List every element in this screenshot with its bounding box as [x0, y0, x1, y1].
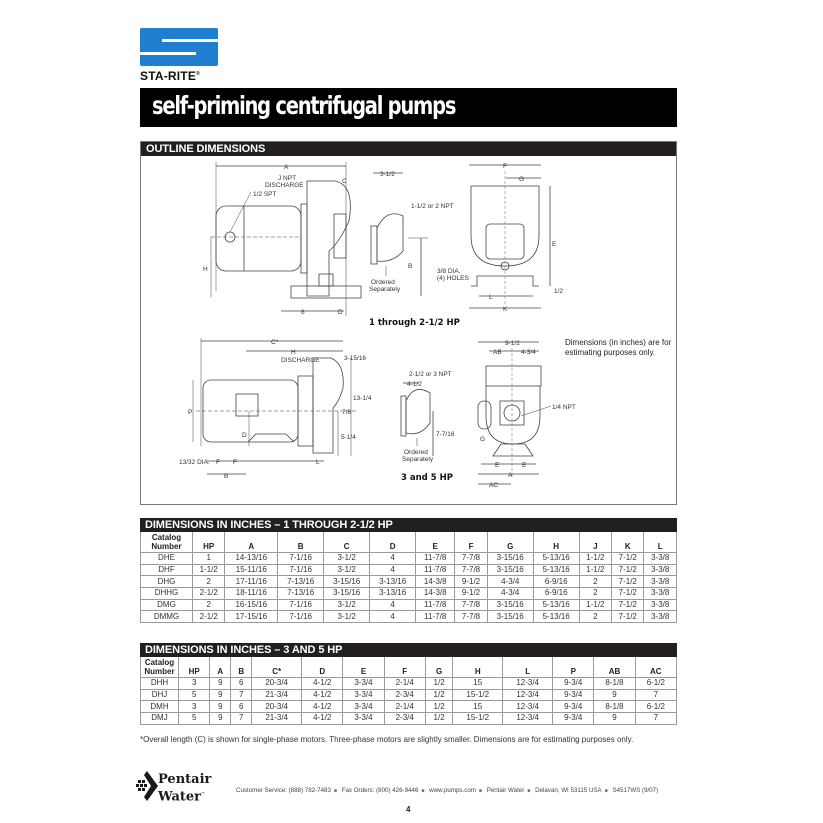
- dim-label-npt: 1-1/2 or 2 NPT: [411, 203, 454, 210]
- logo-wordmark: STA-RITE®: [140, 69, 200, 83]
- dim-label-9-1-2: 9-1/2: [505, 340, 520, 347]
- table-cell: 3-13/16: [370, 588, 416, 600]
- table2-header: DIMENSIONS IN INCHES – 3 AND 5 HP: [140, 643, 677, 657]
- table-cell: 5-13/16: [533, 599, 579, 611]
- diagram2-caption: 3 and 5 HP: [401, 473, 453, 483]
- label-separately: Separately: [369, 286, 401, 293]
- page-number: 4: [406, 805, 411, 814]
- table-cell: 2: [193, 576, 225, 588]
- table-cell: 20-3/4: [252, 701, 302, 713]
- col-ab: AB: [594, 657, 635, 678]
- table-cell: 4: [370, 599, 416, 611]
- col-g: G: [425, 657, 452, 678]
- table-cell: 3-15/16: [487, 611, 533, 623]
- col-d: D: [370, 532, 416, 553]
- col-f: F: [455, 532, 487, 553]
- table-cell: 3: [179, 678, 210, 690]
- dim-label-a: A: [284, 164, 289, 171]
- table-cell: 4-1/2: [302, 701, 343, 713]
- dim-label-l: L: [489, 294, 493, 301]
- diagram2-end-view: [478, 342, 551, 484]
- table-row: [141, 553, 677, 565]
- dim-label-3-1-2: 3-1/2: [380, 171, 395, 178]
- col-l: L: [503, 657, 553, 678]
- table-row: [141, 588, 677, 600]
- table-cell: 1/2: [425, 701, 452, 713]
- table-cell: 7-1/2: [612, 576, 644, 588]
- catalog-number-cell: DHJ: [141, 689, 179, 701]
- footer-contact-line: Customer Service: (888) 782-7483 ■ Fax Orders: (800) 426-9446 ■ www.pumps.com ■ Pentair Water ■ Delavan, WI 53115 USA ■ S4517WS (9/07): [236, 787, 659, 794]
- table-cell: 4: [370, 611, 416, 623]
- table-cell: 9-1/2: [455, 576, 487, 588]
- table-cell: 7-7/8: [455, 564, 487, 576]
- dim-label-3-15-16: 3-15/16: [344, 355, 367, 362]
- label-separately2: Separately: [402, 456, 434, 463]
- table-cell: 4-1/2: [302, 713, 343, 725]
- table-cell: 8-1/8: [594, 678, 635, 690]
- footnote: *Overall length (C) is shown for single-phase motors. Three-phase motors are slightly smaller. Dimensions are for estimating purposes only.: [140, 735, 634, 744]
- dim-label-discharge2: DISCHARGE: [281, 357, 320, 364]
- company-name: Pentair Water: [486, 787, 525, 794]
- table-cell: 14-13/16: [225, 553, 278, 565]
- table-row: [141, 701, 677, 713]
- catalog-number-cell: DHG: [141, 576, 193, 588]
- company-address: Delavan, WI 53115 USA: [535, 787, 602, 794]
- label-ordered2: Ordered: [404, 449, 428, 456]
- dim-label-f2a: F: [216, 459, 220, 466]
- dim-label-4-3-4: 4-3/4: [521, 349, 536, 356]
- table-cell: 7: [635, 713, 676, 725]
- table-cell: 14-3/8: [416, 588, 455, 600]
- table-cell: 12-3/4: [503, 701, 553, 713]
- table-cell: 2-3/4: [384, 713, 425, 725]
- table2-header-row: [141, 657, 677, 678]
- catalog-number-cell: DHH: [141, 678, 179, 690]
- col-d: D: [302, 657, 343, 678]
- diagram1-end-view: [469, 165, 550, 308]
- pentair-diamond-icon: [136, 771, 158, 801]
- dim-label-c: C: [342, 178, 347, 185]
- col-e: E: [343, 657, 384, 678]
- table-cell: 11-7/8: [416, 564, 455, 576]
- dim-label-f: F: [503, 163, 507, 170]
- table-cell: 4-1/2: [302, 678, 343, 690]
- dim-label-7-8: 7/8: [342, 409, 352, 416]
- table-cell: 1/2: [425, 678, 452, 690]
- table-cell: 6-1/2: [635, 701, 676, 713]
- table-cell: 7-1/16: [278, 564, 324, 576]
- table-cell: 3-1/2: [324, 599, 370, 611]
- dim-label-j-npt: J NPT: [278, 175, 297, 182]
- dim-label-4-holes: (4) HOLES: [437, 275, 469, 282]
- table-cell: 3-3/8: [644, 611, 677, 623]
- table-cell: 12-3/4: [503, 678, 553, 690]
- col-a: A: [210, 657, 231, 678]
- table-cell: 3-3/4: [343, 689, 384, 701]
- table-cell: 11-7/8: [416, 599, 455, 611]
- dim-label-f2b: F: [233, 459, 237, 466]
- table-cell: 3: [179, 701, 210, 713]
- table-cell: 3-3/8: [644, 576, 677, 588]
- table-cell: 3-3/4: [343, 701, 384, 713]
- table-cell: 3-3/4: [343, 678, 384, 690]
- table-cell: 2: [579, 576, 611, 588]
- table-cell: 7-1/2: [612, 599, 644, 611]
- dim-label-ab: AB: [493, 349, 502, 356]
- table-cell: 1/2: [425, 689, 452, 701]
- table-cell: 21-3/4: [252, 689, 302, 701]
- table-cell: 5-13/16: [533, 553, 579, 565]
- table-cell: 6-1/2: [635, 678, 676, 690]
- dim-label-4-1-2: 4-1/2: [407, 381, 422, 388]
- catalog-number-cell: DMJ: [141, 713, 179, 725]
- dim-label-b: B: [408, 263, 413, 270]
- table-cell: 7: [635, 689, 676, 701]
- dim-label-ac: AC: [489, 482, 499, 489]
- table-cell: 7-7/8: [455, 599, 487, 611]
- estimating-note: Dimensions (in inches) are for estimating purposes only.: [565, 338, 672, 357]
- catalog-number-cell: DMH: [141, 701, 179, 713]
- table-cell: 2-1/2: [193, 588, 225, 600]
- table-cell: 18-11/16: [225, 588, 278, 600]
- dim-label-e: E: [552, 241, 557, 248]
- table-cell: 9: [210, 689, 231, 701]
- dim-label-k: K: [503, 306, 508, 313]
- col-catalog-number: Catalog Number: [141, 532, 193, 553]
- dim-label-5-1-4: 5-1/4: [341, 434, 356, 441]
- table-row: [141, 599, 677, 611]
- table-cell: 7-1/16: [278, 611, 324, 623]
- table-cell: 15: [453, 678, 503, 690]
- dim-label-7-7-16: 7-7/16: [436, 431, 455, 438]
- table-cell: 12-3/4: [503, 713, 553, 725]
- table-cell: 15-1/2: [453, 689, 503, 701]
- table-cell: 12-3/4: [503, 689, 553, 701]
- table-cell: 3-15/16: [324, 576, 370, 588]
- dim-label-h: H: [203, 266, 208, 273]
- table-cell: 11-7/8: [416, 553, 455, 565]
- outline-dimensions-header: OUTLINE DIMENSIONS: [141, 142, 676, 156]
- dim-label-g2: G: [480, 436, 486, 443]
- catalog-number-cell: DMG: [141, 599, 193, 611]
- table-cell: 3-3/8: [644, 564, 677, 576]
- col-a: A: [225, 532, 278, 553]
- dim-label-e2a: E: [495, 462, 500, 469]
- table-cell: 1/2: [425, 713, 452, 725]
- dim-label-d2: D: [242, 432, 247, 439]
- dimensions-table-3-and-5-hp: [140, 643, 677, 725]
- table-cell: 2-1/2: [193, 611, 225, 623]
- table-cell: 7-1/2: [612, 564, 644, 576]
- table-cell: 9-3/4: [553, 701, 594, 713]
- table-row: [141, 678, 677, 690]
- col-h: H: [533, 532, 579, 553]
- dim-label-h2: H: [291, 349, 296, 356]
- table-cell: 9: [210, 713, 231, 725]
- table-cell: 6-9/16: [533, 588, 579, 600]
- table-cell: 3-15/16: [487, 553, 533, 565]
- col-ac: AC: [635, 657, 676, 678]
- col-h: H: [453, 657, 503, 678]
- dim-label-npt2: 2-1/2 or 3 NPT: [409, 371, 452, 378]
- col-c: C: [324, 532, 370, 553]
- fax-orders: Fax Orders: (800) 426-9446: [341, 787, 419, 794]
- table-cell: 7: [231, 713, 252, 725]
- table-cell: 3-3/4: [343, 713, 384, 725]
- table-cell: 20-3/4: [252, 678, 302, 690]
- col-j: J: [579, 532, 611, 553]
- dim-label-13-32-dia: 13/32 DIA.: [179, 459, 210, 466]
- table-cell: 9-3/4: [553, 678, 594, 690]
- table-cell: 3-1/2: [324, 611, 370, 623]
- table-cell: 15-11/16: [225, 564, 278, 576]
- dim-label-g: G: [519, 176, 525, 183]
- catalog-number-cell: DHE: [141, 553, 193, 565]
- table2: [140, 657, 677, 725]
- dim-label-c-star: C*: [271, 339, 279, 346]
- outline-diagrams: [141, 156, 676, 504]
- table-row: [141, 576, 677, 588]
- table-cell: 4: [370, 553, 416, 565]
- table-cell: 1-1/2: [579, 564, 611, 576]
- diagram1-elbow: [371, 173, 428, 296]
- table-cell: 4-3/4: [487, 576, 533, 588]
- table-cell: 1-1/2: [579, 599, 611, 611]
- table-cell: 3-3/8: [644, 599, 677, 611]
- dim-label-1-2: 1/2: [554, 288, 564, 295]
- table-cell: 9: [594, 713, 635, 725]
- table-cell: 6: [231, 678, 252, 690]
- label-ordered: Ordered: [371, 279, 395, 286]
- table-cell: 9: [210, 701, 231, 713]
- outline-dimensions-panel: [140, 141, 677, 505]
- dim-label-1-4-npt: 1/4 NPT: [552, 404, 576, 411]
- diagram2-elbow: [401, 383, 433, 456]
- col-b: B: [278, 532, 324, 553]
- col-e: E: [416, 532, 455, 553]
- table-cell: 9: [210, 678, 231, 690]
- dim-label-e2b: E: [522, 462, 527, 469]
- dim-label-l2: L: [316, 459, 320, 466]
- table1: [140, 532, 677, 623]
- diagram2-side-view: [193, 338, 356, 474]
- table-cell: 7-1/2: [612, 588, 644, 600]
- table-cell: 3-3/8: [644, 588, 677, 600]
- table-cell: 9: [594, 689, 635, 701]
- col-c-star: C*: [252, 657, 302, 678]
- table-cell: 2-1/4: [384, 701, 425, 713]
- table-cell: 17-11/16: [225, 576, 278, 588]
- pentair-water-logo: [136, 771, 236, 811]
- table-cell: 3-3/8: [644, 553, 677, 565]
- pentair-wordmark: Pentair Water™: [158, 772, 212, 805]
- dim-label-3-8-dia: 3/8 DIA.: [437, 268, 461, 275]
- dim-label-spt: 1/2 SPT: [253, 191, 277, 198]
- table-cell: 21-3/4: [252, 713, 302, 725]
- dim-label-d: D: [338, 309, 343, 316]
- table-cell: 7-7/8: [455, 611, 487, 623]
- table-cell: 9-1/2: [455, 588, 487, 600]
- sta-rite-logo: [140, 28, 220, 83]
- table-cell: 7-7/8: [455, 553, 487, 565]
- table-cell: 1-1/2: [579, 553, 611, 565]
- catalog-number-cell: DHF: [141, 564, 193, 576]
- table-cell: 15-1/2: [453, 713, 503, 725]
- table-cell: 9-3/4: [553, 689, 594, 701]
- table-cell: 7-1/2: [612, 611, 644, 623]
- table-cell: 3-1/2: [324, 553, 370, 565]
- table-cell: 5: [179, 689, 210, 701]
- col-hp: HP: [193, 532, 225, 553]
- col-b: B: [231, 657, 252, 678]
- table-cell: 17-15/16: [225, 611, 278, 623]
- table-row: [141, 689, 677, 701]
- col-hp: HP: [179, 657, 210, 678]
- table-cell: 14-3/8: [416, 576, 455, 588]
- col-catalog-number: Catalog Number: [141, 657, 179, 678]
- table-cell: 9-3/4: [553, 713, 594, 725]
- website-link[interactable]: www.pumps.com: [429, 787, 476, 794]
- table-row: [141, 564, 677, 576]
- table-cell: 7: [231, 689, 252, 701]
- page-title: self-priming centrifugal pumps: [152, 91, 456, 120]
- table-cell: 5-13/16: [533, 564, 579, 576]
- table-cell: 4-1/2: [302, 689, 343, 701]
- table-cell: 6-9/16: [533, 576, 579, 588]
- table-cell: 3-1/2: [324, 564, 370, 576]
- table-cell: 7-13/16: [278, 576, 324, 588]
- table-row: [141, 611, 677, 623]
- dim-label-6: 6: [301, 309, 305, 316]
- table-cell: 7-1/16: [278, 553, 324, 565]
- dim-label-b2: B: [224, 473, 229, 480]
- col-g: G: [487, 532, 533, 553]
- table-cell: 2: [579, 611, 611, 623]
- table-cell: 8-1/8: [594, 701, 635, 713]
- customer-service: Customer Service: (888) 782-7483: [236, 787, 331, 794]
- diagram1-caption: 1 through 2-1/2 HP: [369, 318, 460, 328]
- dimensions-table-1-to-2-5-hp: [140, 518, 677, 623]
- sta-rite-s-mark-icon: [140, 28, 218, 66]
- dim-label-13-1-4: 13-1/4: [353, 395, 372, 402]
- table-cell: 4-3/4: [487, 588, 533, 600]
- table-cell: 2-1/4: [384, 678, 425, 690]
- table-cell: 11-7/8: [416, 611, 455, 623]
- table-cell: 3-15/16: [487, 599, 533, 611]
- table-cell: 7-1/2: [612, 553, 644, 565]
- table-cell: 1: [193, 553, 225, 565]
- table-cell: 2: [579, 588, 611, 600]
- table-cell: 4: [370, 564, 416, 576]
- dim-label-p: P: [188, 409, 193, 416]
- table-cell: 1-1/2: [193, 564, 225, 576]
- table-cell: 3-15/16: [487, 564, 533, 576]
- table-cell: 7-1/16: [278, 599, 324, 611]
- table-cell: 2: [193, 599, 225, 611]
- dim-label-discharge: DISCHARGE: [265, 182, 304, 189]
- table-cell: 6: [231, 701, 252, 713]
- col-k: K: [612, 532, 644, 553]
- catalog-number-cell: DMMG: [141, 611, 193, 623]
- table-cell: 3-13/16: [370, 576, 416, 588]
- table-cell: 3-15/16: [324, 588, 370, 600]
- col-l: L: [644, 532, 677, 553]
- document-code: S4517WS (9/07): [612, 787, 659, 794]
- col-f: F: [384, 657, 425, 678]
- catalog-number-cell: DHHG: [141, 588, 193, 600]
- col-p: P: [553, 657, 594, 678]
- page-title-bar: [140, 88, 677, 127]
- table-cell: 7-13/16: [278, 588, 324, 600]
- table-cell: 15: [453, 701, 503, 713]
- table1-header-row: [141, 532, 677, 553]
- table-cell: 5: [179, 713, 210, 725]
- table-cell: 5-13/16: [533, 611, 579, 623]
- dim-label-a2: A: [508, 472, 513, 479]
- table-row: [141, 713, 677, 725]
- table-cell: 16-15/16: [225, 599, 278, 611]
- table1-header: DIMENSIONS IN INCHES – 1 THROUGH 2-1/2 HP: [140, 518, 677, 532]
- table-cell: 2-3/4: [384, 689, 425, 701]
